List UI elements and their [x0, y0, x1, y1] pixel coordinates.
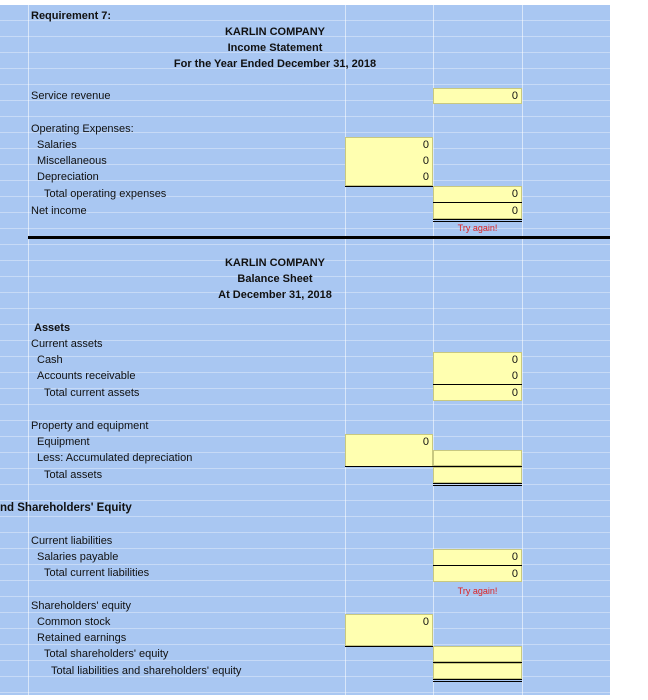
miscellaneous-value: 0	[422, 155, 429, 167]
balance-company-name: KARLIN COMPANY	[224, 257, 325, 269]
liabilities-equity-heading: nd Shareholders' Equity	[0, 502, 132, 514]
current-liabilities-label: Current liabilities	[31, 535, 113, 547]
common-stock-label: Common stock	[37, 616, 111, 628]
depreciation-label: Depreciation	[37, 171, 99, 183]
cash-label: Cash	[37, 354, 63, 366]
total-assets-value	[433, 467, 518, 483]
column-divider	[28, 5, 29, 695]
equipment-value: 0	[422, 436, 429, 448]
total-liabilities-equity-value	[433, 663, 518, 679]
double-underline	[433, 483, 522, 486]
equipment-label: Equipment	[37, 436, 90, 448]
cash-value: 0	[511, 354, 518, 366]
total-operating-expenses-value: 0	[511, 188, 518, 200]
service-revenue-value: 0	[511, 90, 518, 102]
accounts-receivable-label: Accounts receivable	[37, 370, 136, 382]
column-divider	[345, 5, 346, 695]
balance-sheet-date: At December 31, 2018	[218, 289, 332, 301]
miscellaneous-label: Miscellaneous	[37, 155, 107, 167]
underline	[345, 646, 433, 647]
salaries-payable-value: 0	[511, 551, 518, 563]
column-divider	[522, 5, 523, 695]
net-equipment-input[interactable]	[433, 450, 522, 466]
shareholders-equity-label: Shareholders' equity	[31, 600, 131, 612]
common-stock-value: 0	[422, 616, 429, 628]
accumulated-depreciation-value	[345, 450, 429, 466]
balance-sheet-title: Balance Sheet	[237, 273, 313, 285]
balance-feedback: Try again!	[457, 586, 498, 596]
salaries-label: Salaries	[37, 139, 77, 151]
salaries-value: 0	[422, 139, 429, 151]
retained-earnings-label: Retained earnings	[37, 632, 127, 644]
retained-earnings-value	[345, 630, 429, 646]
income-period: For the Year Ended December 31, 2018	[173, 58, 377, 70]
income-feedback: Try again!	[457, 223, 498, 233]
net-income-label: Net income	[31, 205, 87, 217]
accumulated-depreciation-label: Less: Accumulated depreciation	[37, 452, 193, 464]
assets-heading: Assets	[34, 322, 71, 334]
total-assets-label: Total assets	[44, 469, 103, 481]
total-current-liabilities-label: Total current liabilities	[44, 567, 150, 579]
accounts-receivable-value: 0	[511, 370, 518, 382]
total-current-assets-value: 0	[511, 387, 518, 399]
income-company-name: KARLIN COMPANY	[224, 26, 325, 38]
section-separator	[28, 236, 610, 239]
depreciation-value: 0	[422, 171, 429, 183]
total-current-assets-label: Total current assets	[44, 387, 140, 399]
property-equipment-label: Property and equipment	[31, 420, 149, 432]
total-liabilities-equity-label: Total liabilities and shareholders' equity	[51, 665, 242, 677]
spreadsheet-area	[0, 5, 610, 695]
current-assets-label: Current assets	[31, 338, 103, 350]
total-current-liabilities-value: 0	[511, 568, 518, 580]
service-revenue-label: Service revenue	[31, 90, 111, 102]
salaries-payable-label: Salaries payable	[37, 551, 119, 563]
double-underline	[433, 679, 522, 682]
total-operating-expenses-label: Total operating expenses	[44, 188, 167, 200]
requirement-heading: Requirement 7:	[31, 10, 112, 22]
total-shareholders-equity-label: Total shareholders' equity	[44, 648, 169, 660]
income-statement-title: Income Statement	[227, 42, 323, 54]
total-shareholders-equity-value	[433, 646, 518, 662]
net-income-value: 0	[511, 205, 518, 217]
underline	[345, 186, 433, 187]
operating-expenses-label: Operating Expenses:	[31, 123, 134, 135]
